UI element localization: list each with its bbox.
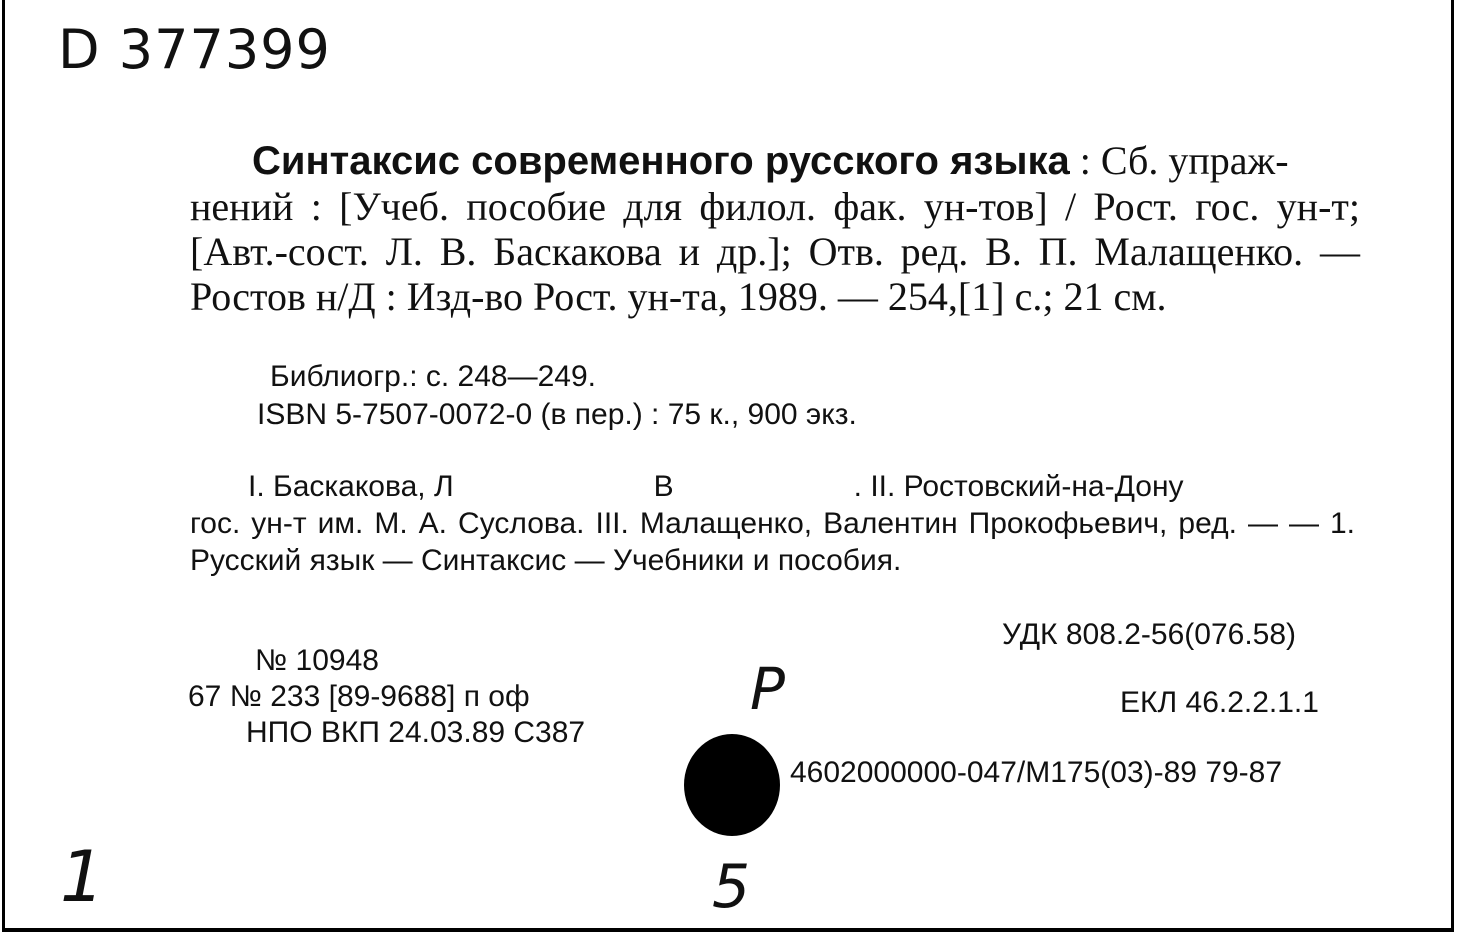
npo-line: НПО ВКП 24.03.89 С387	[246, 716, 586, 749]
tracing-part-1: I. Баскакова, Л	[248, 470, 454, 503]
entry-title: Синтаксис современного русского языка	[252, 139, 1070, 183]
classification-code: 4602000000-047/M175(03)-89 79-87	[790, 756, 1283, 789]
ekl-code: ЕКЛ 46.2.2.1.1	[1120, 686, 1319, 719]
handwritten-number-left: 1	[60, 836, 105, 918]
bibliographic-entry	[190, 138, 1360, 319]
bibliography-note: Библиогр.: с. 248—249.	[270, 360, 596, 393]
ink-blot	[684, 734, 780, 836]
tracing-first-line	[190, 468, 1355, 505]
handwritten-number-center: 5	[712, 852, 751, 922]
tracing-part-3: . II. Ростовский-на-Дону	[853, 470, 1184, 503]
entry-title-continuation: : Сб. упраж-	[1069, 138, 1289, 183]
tracing-part-2: В	[653, 470, 674, 503]
entry-description: нений : [Учеб. пособие для филол. фак. ун-тов] / Рост. гос. ун-т; [Авт.-сост. Л. В. Баскакова и др.]; Отв. ред. В. П. Малащенко. — Ростов н/Д : Изд-во Рост. ун-та, 1989. — 254,[1] с.; 21 см.	[190, 184, 1360, 319]
print-line: 67 № 233 [89-9688] п оф	[188, 680, 530, 713]
call-number: D 377399	[58, 18, 331, 81]
tracing-rest: гос. ун-т им. М. А. Суслова. III. Малащенко, Валентин Прокофьевич, ред. — — 1. Русский язык — Синтаксис — Учебники и пособия.	[190, 507, 1355, 577]
tracings	[190, 468, 1355, 579]
order-number: № 10948	[255, 644, 379, 677]
entry-first-line	[190, 138, 1360, 184]
handwritten-letter: Р	[750, 655, 785, 723]
udk-code: УДК 808.2-56(076.58)	[1002, 618, 1297, 651]
isbn-note: ISBN 5-7507-0072-0 (в пер.) : 75 к., 900 экз.	[257, 398, 857, 431]
